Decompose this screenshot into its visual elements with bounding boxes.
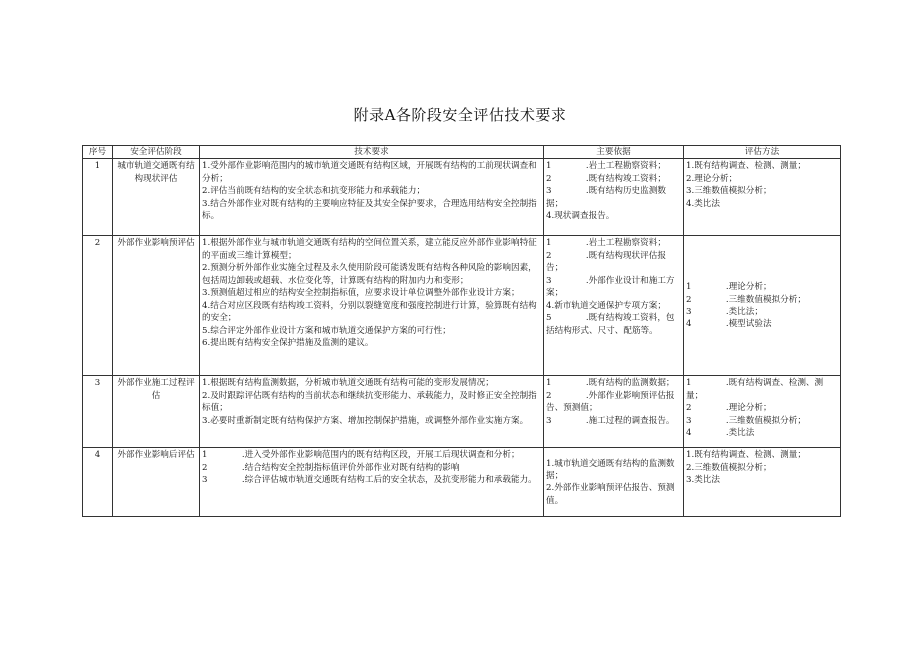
- stage-name: 城市轨道交通既有结构现状评估: [113, 159, 200, 236]
- basis-item: 1 .既有结构的监测数据；: [546, 378, 675, 389]
- method-cell: [684, 448, 841, 517]
- row-number: 4: [83, 448, 113, 517]
- requirement-item: 1 .进入受外部作业影响范围内的既有结构区段，开展工后现状调查和分析；: [202, 450, 520, 461]
- basis-item: 1 .岩土工程勘察资料；: [546, 161, 666, 172]
- stage-name: 外部作业施工过程评估: [113, 376, 200, 448]
- requirement-item: 5.综合评定外部作业设计方案和城市轨道交通保护方案的可行性；: [202, 325, 451, 336]
- row-number: 1: [83, 159, 113, 236]
- basis-item: 4.现状调查报告。: [546, 211, 615, 222]
- method-item: 3.类比法: [686, 475, 720, 486]
- table-header-row: [83, 146, 841, 159]
- requirement-item: 3.必要时重新制定既有结构保护方案、增加控制保护措施，或调整外部作业实施方案。: [202, 415, 529, 426]
- table-row: [83, 448, 841, 517]
- method-item: 3.三维数值模拟分析；: [686, 186, 772, 197]
- requirement-item: 3.结合外部作业对既有结构的主要响应特征及其安全保护要求，合理选用结构安全控制指标。: [202, 198, 537, 222]
- method-item: 4.类比法: [686, 198, 720, 209]
- basis-item: 3 .施工过程的调查报告。: [546, 415, 675, 426]
- basis-cell: [544, 159, 684, 236]
- assessment-requirements-table: [82, 145, 841, 517]
- method-item: 3 .类比法；: [686, 306, 763, 317]
- basis-item: 2 .外部作业影响预评估报告、预测值；: [546, 390, 675, 414]
- row-number: 2: [83, 236, 113, 376]
- basis-item: 4.新市轨道交通保护专项方案；: [546, 300, 666, 311]
- requirements-cell: [200, 448, 544, 517]
- header-basis: 主要依据: [544, 146, 684, 159]
- requirement-item: 1.根据既有结构监测数据，分析城市轨道交通既有结构可能的变形发展情况；: [202, 378, 494, 389]
- basis-item: 2.外部作业影响预评估报告、预测值。: [546, 483, 675, 506]
- requirement-item: 2.评估当前既有结构的安全状态和抗变形能力和承载能力；: [202, 186, 426, 197]
- method-cell: [684, 376, 841, 448]
- header-requirements: 技术要求: [200, 146, 544, 159]
- requirement-item: 2.及时跟踪评估既有结构的当前状态和继续抗变形能力、承载能力，及时修正安全控制指标值；: [202, 390, 537, 414]
- requirement-item: 2.预测分析外部作业实施全过程及永久使用阶段可能诱发既有结构各种风险的影响因素，包括周边卸载或超载、水位变化等，计算既有结构的附加内力和变形；: [202, 263, 537, 286]
- table-row: [83, 159, 841, 236]
- basis-item: 1 .岩土工程勘察资料；: [546, 238, 666, 249]
- basis-item: 1.城市轨道交通既有结构的监测数据；: [546, 458, 675, 481]
- requirements-cell: [200, 159, 544, 236]
- stage-name: 外部作业影响预评估: [113, 236, 200, 376]
- table-row: [83, 236, 841, 376]
- requirement-item: 4.结合对应区段既有结构竣工资料，分别以裂缝宽度和强度控制进行计算，验算既有结构的安全；: [202, 300, 537, 324]
- method-item: 1.既有结构调查、检测、测量；: [686, 161, 806, 172]
- requirement-item: 1.受外部作业影响范围内的城市轨道交通既有结构区域，开展既有结构的工前现状调查和分析；: [202, 161, 537, 184]
- basis-item: 3 .既有结构历史监测数据；: [546, 186, 666, 209]
- requirement-item: 6.提出既有结构安全保护措施及监测的建议。: [202, 338, 374, 349]
- basis-item: 5 .既有结构竣工资料，包括结构形式、尺寸、配筋等。: [546, 313, 675, 336]
- method-item: 2.三维数值模拟分析；: [686, 462, 772, 473]
- basis-item: 3 .外部作业设计和施工方案；: [546, 275, 675, 299]
- method-item: 1 .既有结构调查、检测、测量；: [686, 378, 824, 401]
- header-stage: 安全评估阶段: [113, 146, 200, 159]
- table-row: [83, 376, 841, 448]
- requirements-cell: [200, 236, 544, 376]
- method-cell: [684, 236, 841, 376]
- basis-cell: [544, 376, 684, 448]
- basis-cell: [544, 448, 684, 517]
- basis-item: 2 .既有结构竣工资料；: [546, 173, 666, 184]
- header-no: 序号: [83, 146, 113, 159]
- method-item: 4 .模型试验法: [686, 319, 772, 330]
- method-item: 1 .理论分析；: [686, 282, 772, 293]
- method-item: 2.理论分析；: [686, 173, 738, 184]
- method-item: 2 .理论分析；: [686, 403, 772, 414]
- requirement-item: 1.根据外部作业与城市轨道交通既有结构的空间位置关系，建立能反应外部作业影响特征的平面或三维计算模型；: [202, 238, 537, 261]
- requirement-item: 2 .结合结构安全控制指标值评价外部作业对既有结构的影响: [202, 462, 460, 473]
- method-item: 4 .类比法: [686, 428, 755, 439]
- method-item: 2 .三维数值模拟分析；: [686, 294, 806, 305]
- requirement-item: 3 .综合评估城市轨道交通既有结构工后的安全状态，及抗变形能力和承载能力。: [202, 475, 537, 486]
- requirement-item: 3.预测值超过相应的结构安全控制指标值，应要求设计单位调整外部作业设计方案；: [202, 288, 520, 299]
- basis-cell: [544, 236, 684, 376]
- requirements-cell: [200, 376, 544, 448]
- header-method: 评估方法: [684, 146, 841, 159]
- row-number: 3: [83, 376, 113, 448]
- method-item: 1.既有结构调查、检测、测量；: [686, 450, 806, 461]
- method-item: 3 .三维数值模拟分析；: [686, 415, 806, 426]
- basis-item: 2 .既有结构现状评估报告；: [546, 250, 666, 274]
- page-title: 附录A各阶段安全评估技术要求: [353, 106, 567, 124]
- method-cell: [684, 159, 841, 236]
- stage-name: 外部作业影响后评估: [113, 448, 200, 517]
